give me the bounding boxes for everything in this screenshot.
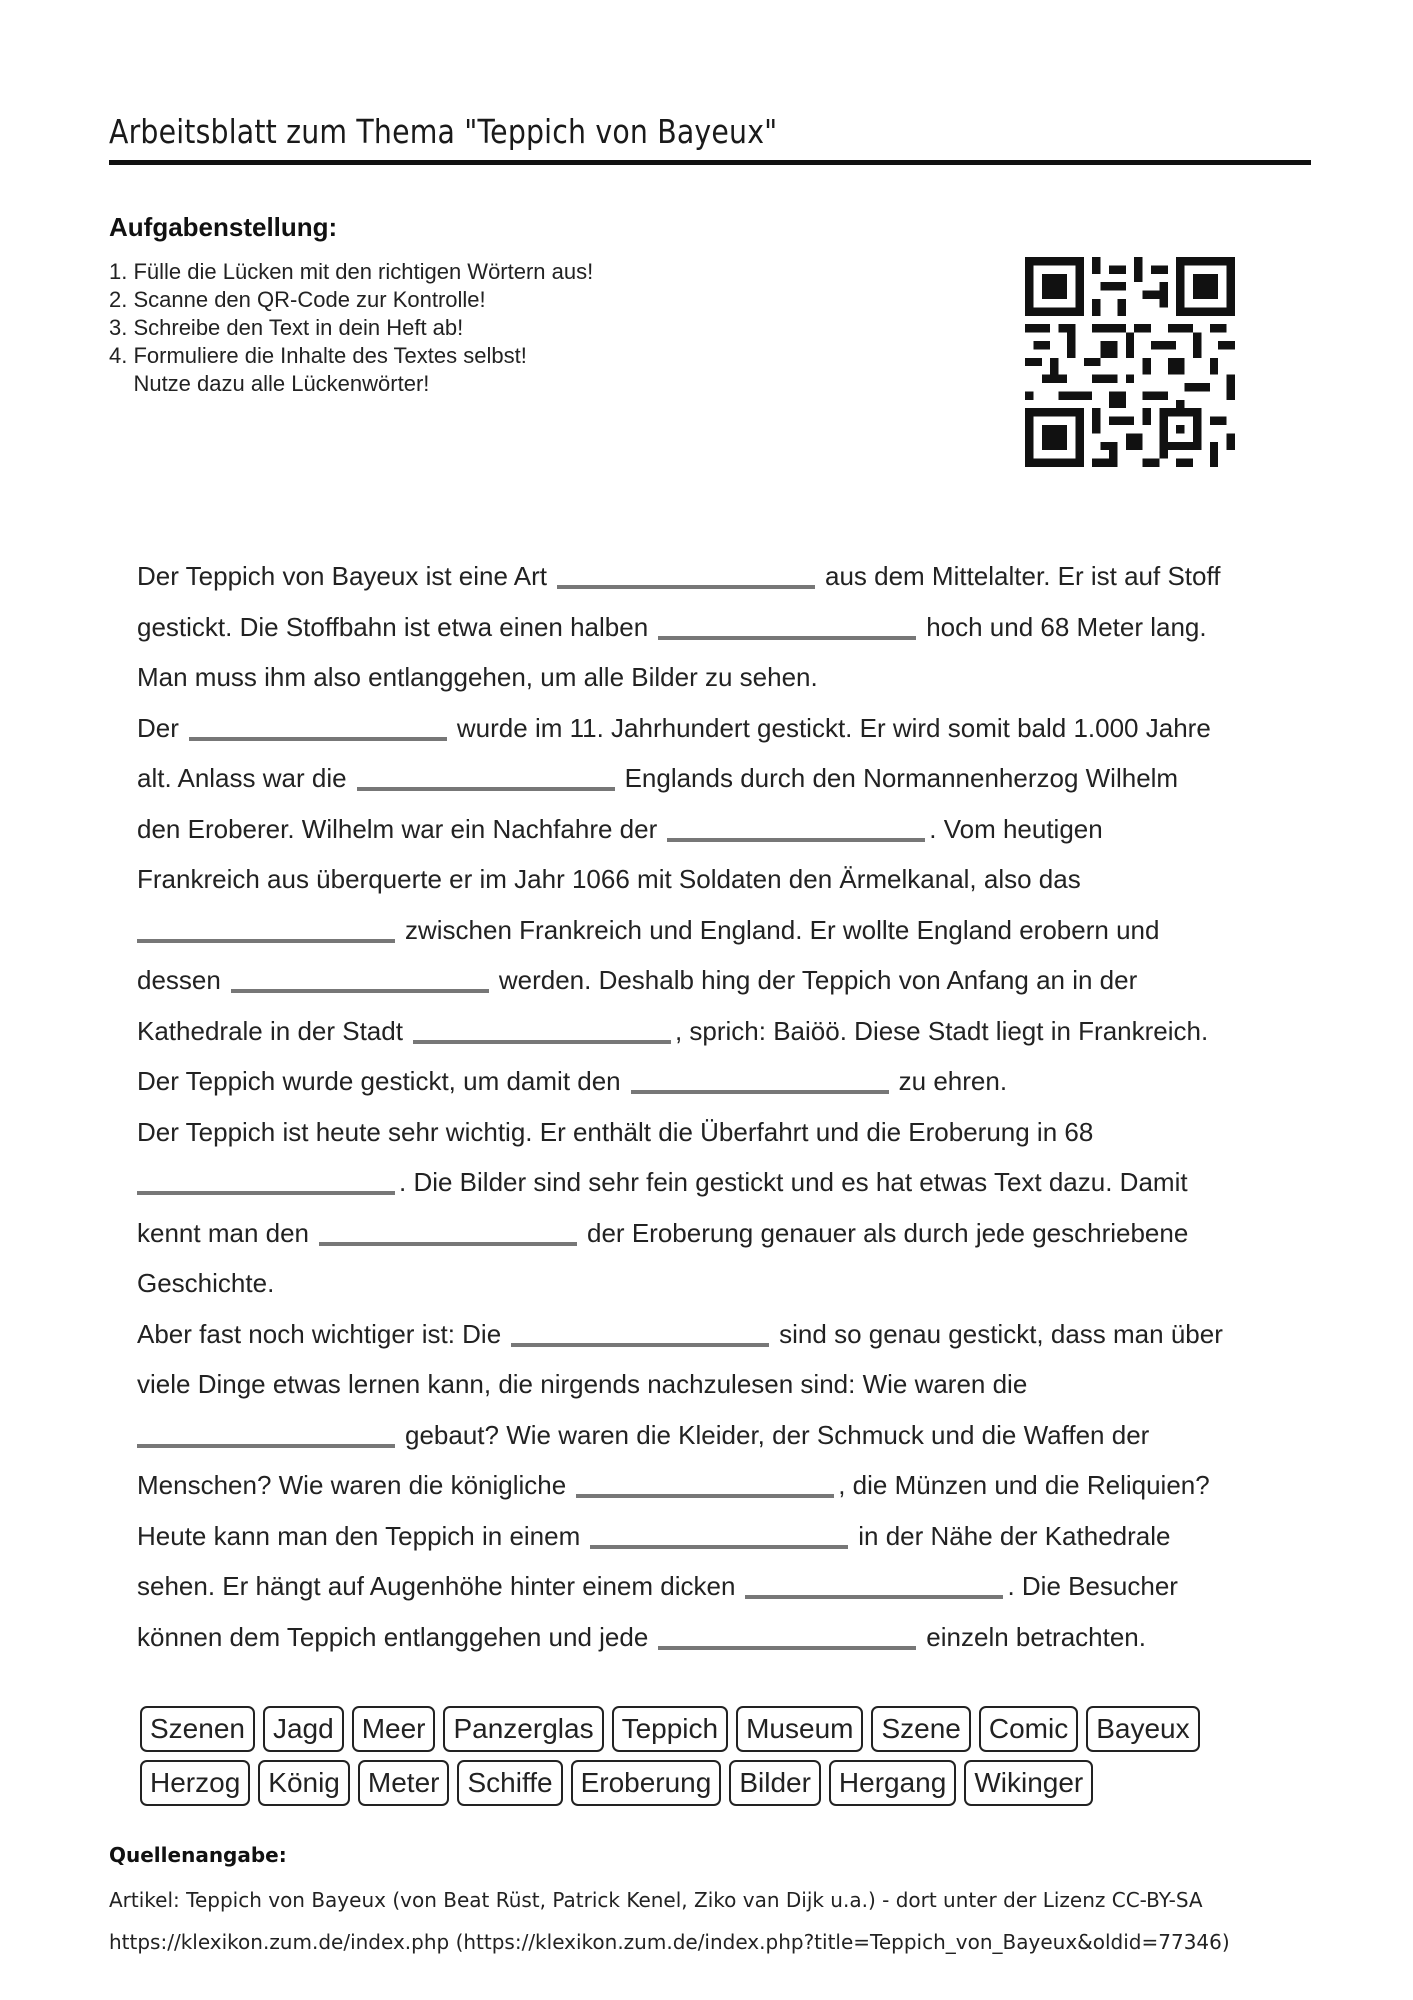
text-segment: Aber fast noch wichtiger ist: Die [137, 1318, 502, 1349]
blank-field[interactable] [658, 1620, 916, 1650]
text-segment: Kathedrale in der Stadt [137, 1015, 403, 1046]
text-segment: hoch und 68 Meter lang. [926, 611, 1207, 642]
word-chip[interactable]: Jagd [263, 1706, 344, 1752]
word-chip[interactable]: Szenen [140, 1706, 255, 1752]
text-line [137, 1561, 1317, 1612]
text-line [137, 1006, 1317, 1057]
text-segment: Der Teppich ist heute sehr wichtig. Er enthält die Überfahrt und die Eroberung in 68 [137, 1116, 1094, 1147]
text-line [137, 1410, 1317, 1461]
blank-field[interactable] [557, 559, 815, 589]
cloze-text [137, 551, 1317, 1662]
word-chip[interactable]: Meer [352, 1706, 436, 1752]
text-segment: Geschichte. [137, 1268, 275, 1298]
text-segment: . Die Bilder sind sehr fein gestickt und es hat etwas Text dazu. Damit [399, 1167, 1188, 1197]
text-segment: aus dem Mittelalter. Er ist auf Stoff [824, 561, 1221, 591]
text-segment: Englands durch den Normannenherzog Wilhelm [624, 763, 1179, 793]
text-line [137, 1157, 1317, 1208]
blank-field[interactable] [631, 1064, 889, 1094]
blank-field[interactable] [137, 1418, 395, 1448]
text-line [137, 955, 1317, 1006]
word-chip[interactable]: Bilder [729, 1760, 821, 1806]
blank-field[interactable] [745, 1569, 1003, 1599]
text-segment: Der Teppich wurde gestickt, um damit den [137, 1066, 621, 1096]
text-segment: sind so genau gestickt, dass man über [779, 1318, 1223, 1349]
word-chip[interactable]: Teppich [612, 1706, 729, 1752]
blank-field[interactable] [137, 1165, 395, 1195]
text-segment: Frankreich aus überquerte er im Jahr 1066 mit Soldaten den Ärmelkanal, also das [137, 864, 1081, 894]
task-item-4-cont: Nutze dazu alle Lückenwörter! [109, 371, 430, 396]
word-chip[interactable]: Bayeux [1086, 1706, 1199, 1752]
text-segment: werden. Deshalb hing der Teppich von Anfang an in der [498, 965, 1138, 995]
blank-field[interactable] [357, 761, 615, 791]
blank-field[interactable] [667, 812, 925, 842]
source-article: Artikel: Teppich von Bayeux (von Beat Rüst, Patrick Kenel, Ziko van Dijk u.a.) - dort unter der Lizenz CC-BY-SA [109, 1888, 1203, 1912]
word-chip[interactable]: Museum [736, 1706, 863, 1752]
blank-field[interactable] [590, 1519, 848, 1549]
task-item-1: 1. Fülle die Lücken mit den richtigen Wörtern aus! [109, 259, 594, 284]
text-line [137, 1107, 1317, 1158]
word-chip[interactable]: Meter [358, 1760, 450, 1806]
word-chip[interactable]: Schiffe [457, 1760, 562, 1806]
text-line [137, 1258, 1317, 1309]
blank-field[interactable] [319, 1216, 577, 1246]
task-heading: Aufgabenstellung: [109, 212, 338, 242]
word-chip[interactable]: Hergang [829, 1760, 956, 1806]
text-line [137, 703, 1317, 754]
text-segment: Menschen? Wie waren die königliche [137, 1470, 567, 1500]
source-link[interactable]: https://klexikon.zum.de/index.php (https://klexikon.zum.de/index.php?title=Teppich_von_Bayeux&oldid=77346) [109, 1930, 1230, 1954]
text-line [137, 854, 1317, 905]
page-title: Arbeitsblatt zum Thema "Teppich von Bayeux" [109, 112, 778, 151]
text-line [137, 1612, 1317, 1663]
blank-field[interactable] [189, 711, 447, 741]
text-line [137, 753, 1317, 804]
text-line [137, 1056, 1317, 1107]
word-chip[interactable]: König [258, 1760, 350, 1806]
text-segment: . Die Besucher [1007, 1571, 1178, 1601]
task-item-4: 4. Formuliere die Inhalte des Textes selbst! [109, 343, 527, 368]
text-segment: können dem Teppich entlanggehen und jede [137, 1621, 649, 1652]
text-segment: der Eroberung genauer als durch jede geschriebene [587, 1217, 1189, 1248]
blank-field[interactable] [511, 1317, 769, 1347]
text-segment: Der [137, 712, 179, 743]
text-segment: sehen. Er hängt auf Augenhöhe hinter einem dicken [137, 1571, 736, 1601]
text-segment: zwischen Frankreich und England. Er wollte England erobern und [405, 914, 1160, 945]
text-segment: den Eroberer. Wilhelm war ein Nachfahre der [137, 813, 658, 844]
word-bank-row [140, 1760, 1200, 1806]
text-line [137, 804, 1317, 855]
text-segment: viele Dinge etwas lernen kann, die nirgends nachzulesen sind: Wie waren die [137, 1369, 1028, 1399]
text-segment: dessen [137, 965, 221, 995]
word-chip[interactable]: Eroberung [571, 1760, 722, 1806]
text-line [137, 1511, 1317, 1562]
text-line [137, 551, 1317, 602]
text-segment: gebaut? Wie waren die Kleider, der Schmuck und die Waffen der [405, 1419, 1150, 1450]
word-chip[interactable]: Szene [871, 1706, 970, 1752]
text-segment: Man muss ihm also entlanggehen, um alle Bilder zu sehen. [137, 662, 818, 692]
text-line [137, 1208, 1317, 1259]
blank-field[interactable] [413, 1014, 671, 1044]
text-segment: in der Nähe der Kathedrale [858, 1520, 1171, 1551]
text-line [137, 602, 1317, 653]
text-segment: Der Teppich von Bayeux ist eine Art [137, 561, 547, 591]
qr-code-icon[interactable] [1025, 257, 1235, 467]
word-chip[interactable]: Comic [979, 1706, 1078, 1752]
text-segment: , sprich: Baiöö. Diese Stadt liegt in Frankreich. [674, 1015, 1209, 1046]
text-line [137, 652, 1317, 703]
word-chip[interactable]: Wikinger [964, 1760, 1093, 1806]
blank-field[interactable] [658, 610, 916, 640]
text-segment: gestickt. Die Stoffbahn ist etwa einen halben [137, 611, 649, 642]
word-chip[interactable]: Panzerglas [443, 1706, 603, 1752]
blank-field[interactable] [137, 913, 395, 943]
word-bank [140, 1706, 1200, 1814]
text-segment: . Vom heutigen [929, 813, 1103, 844]
text-line [137, 1359, 1317, 1410]
word-chip[interactable]: Herzog [140, 1760, 250, 1806]
task-list [109, 258, 593, 398]
text-line [137, 1460, 1317, 1511]
word-bank-row [140, 1706, 1200, 1752]
blank-field[interactable] [231, 963, 489, 993]
title-divider [109, 160, 1311, 165]
text-segment: alt. Anlass war die [137, 763, 347, 793]
text-line [137, 905, 1317, 956]
text-segment: wurde im 11. Jahrhundert gestickt. Er wird somit bald 1.000 Jahre [456, 712, 1211, 743]
task-item-3: 3. Schreibe den Text in dein Heft ab! [109, 315, 464, 340]
text-segment: zu ehren. [898, 1066, 1008, 1096]
text-line [137, 1309, 1317, 1360]
blank-field[interactable] [576, 1468, 834, 1498]
text-segment: kennt man den [137, 1217, 310, 1248]
text-segment: , die Münzen und die Reliquien? [838, 1470, 1210, 1500]
source-heading: Quellenangabe: [109, 1843, 287, 1867]
text-segment: Heute kann man den Teppich in einem [137, 1520, 581, 1551]
text-segment: einzeln betrachten. [926, 1621, 1146, 1652]
task-item-2: 2. Scanne den QR-Code zur Kontrolle! [109, 287, 486, 312]
